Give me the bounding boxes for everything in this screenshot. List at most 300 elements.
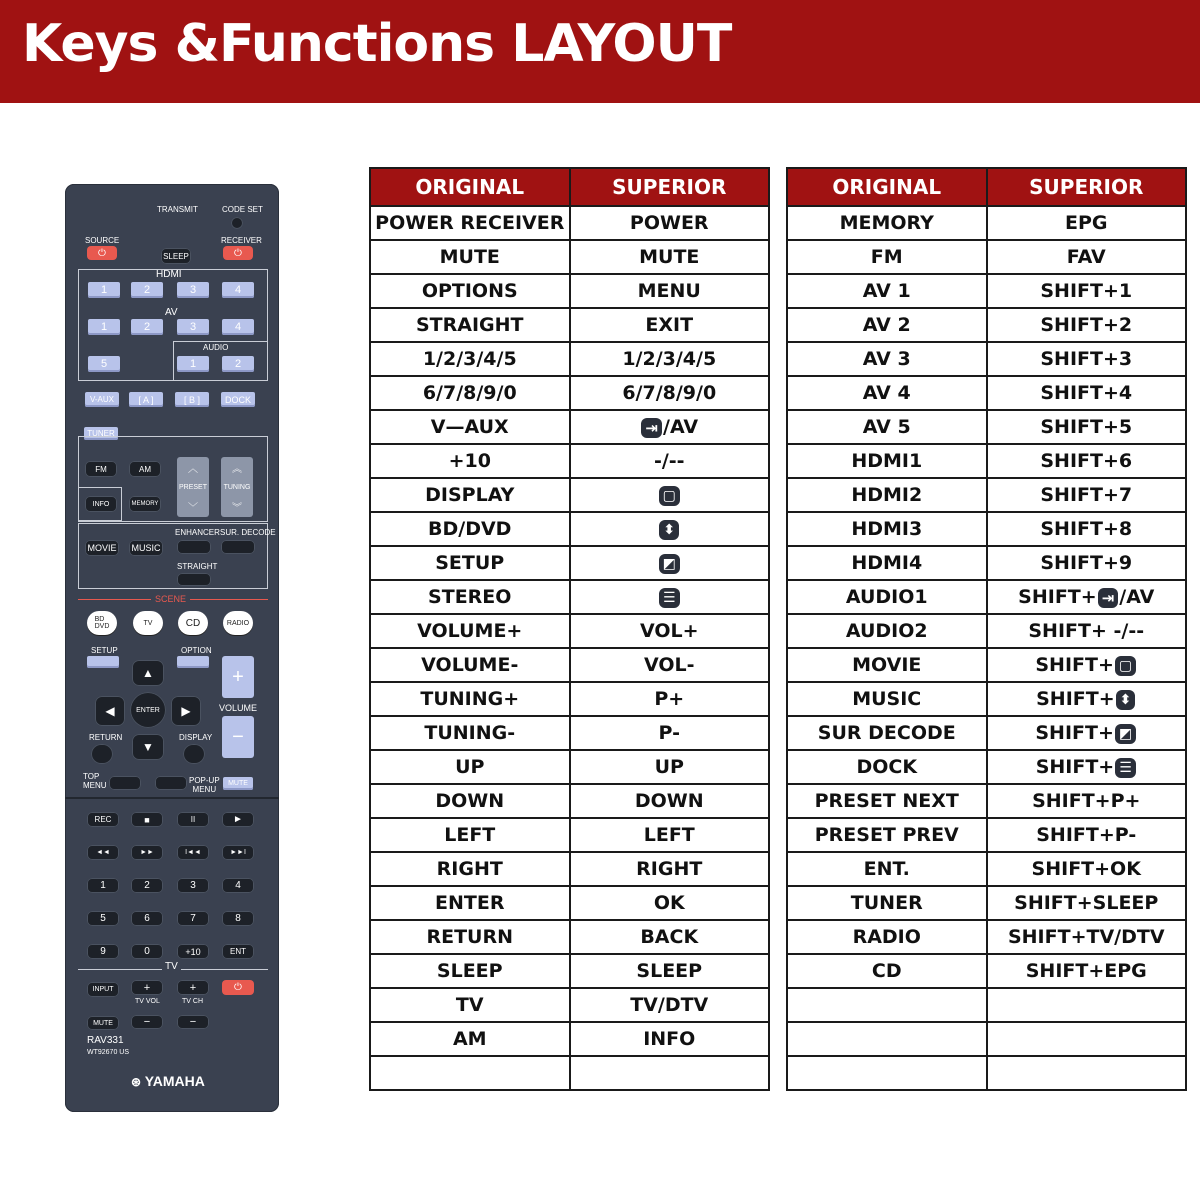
superior-key-cell: EXIT	[570, 308, 770, 342]
table-row	[787, 886, 1186, 920]
tv-input-button[interactable]: INPUT	[87, 982, 119, 997]
superior-key-cell	[570, 512, 770, 546]
original-key-cell: +10	[370, 444, 570, 478]
tv-label: TV	[162, 962, 181, 971]
table-row	[787, 988, 1186, 1022]
superior-key-cell	[987, 580, 1187, 614]
table-row	[787, 1056, 1186, 1090]
plus-10-button[interactable]: +10	[177, 944, 209, 959]
table-row	[787, 546, 1186, 580]
table-row	[370, 342, 769, 376]
num-0-button[interactable]: 0	[131, 944, 163, 959]
table-row	[370, 274, 769, 308]
straight-button[interactable]	[177, 573, 211, 586]
table-row	[370, 716, 769, 750]
b-button[interactable]: [ B ]	[175, 392, 209, 407]
original-key-cell: POWER RECEIVER	[370, 206, 570, 240]
fm-button[interactable]: FM	[85, 461, 117, 477]
list-icon: ☰	[659, 588, 680, 608]
superior-key-cell	[987, 1022, 1187, 1056]
top-menu-button[interactable]	[109, 776, 141, 790]
rewind-icon: ◄◄	[96, 849, 110, 856]
return-label: RETURN	[89, 733, 123, 742]
original-key-cell: OPTIONS	[370, 274, 570, 308]
pause-icon: II	[190, 815, 196, 824]
cell-text: /AV	[1119, 586, 1155, 608]
original-key-cell: RETURN	[370, 920, 570, 954]
superior-key-cell: P-	[570, 716, 770, 750]
superior-key-cell	[570, 546, 770, 580]
original-key-cell: AV 2	[787, 308, 987, 342]
list-icon: ☰	[1115, 758, 1136, 778]
original-key-cell: AV 3	[787, 342, 987, 376]
superior-key-cell: SHIFT+TV/DTV	[987, 920, 1187, 954]
original-key-cell: UP	[370, 750, 570, 784]
top-menu-label: TOP MENU	[83, 772, 107, 790]
tv-vol-label: TV VOL	[135, 998, 160, 1005]
aspect-icon: ⬍	[659, 520, 679, 540]
table-row	[370, 240, 769, 274]
up-arrow-button[interactable]	[132, 660, 164, 686]
triangle-right-icon: ▶	[181, 704, 191, 718]
play-icon: ►	[233, 814, 243, 825]
preset-label: PRESET	[178, 483, 207, 491]
original-key-cell: AV 1	[787, 274, 987, 308]
original-key-cell: AUDIO1	[787, 580, 987, 614]
table-row	[787, 240, 1186, 274]
hdmi-3-button[interactable]: 3	[177, 282, 209, 298]
play-button[interactable]	[222, 812, 254, 827]
down-arrow-button[interactable]	[132, 734, 164, 760]
tv-vol-down-button[interactable]: −	[131, 1015, 163, 1029]
tv-ch-up-button[interactable]: +	[177, 980, 209, 995]
superior-key-cell: OK	[570, 886, 770, 920]
original-key-cell: PRESET NEXT	[787, 784, 987, 818]
table-row	[370, 648, 769, 682]
table-row	[787, 342, 1186, 376]
scene-tv-button[interactable]: TV	[133, 611, 163, 635]
page-title: Keys &Functions LAYOUT	[22, 14, 732, 74]
superior-key-cell: SHIFT+P+	[987, 784, 1187, 818]
table-row	[787, 648, 1186, 682]
info-button[interactable]: INFO	[85, 496, 117, 512]
audio-1-button[interactable]: 1	[177, 356, 209, 372]
original-key-cell: STRAIGHT	[370, 308, 570, 342]
original-key-cell: SLEEP	[370, 954, 570, 988]
table-row	[787, 954, 1186, 988]
display-label: DISPLAY	[179, 733, 213, 742]
table-row	[370, 308, 769, 342]
superior-key-cell	[987, 988, 1187, 1022]
tuning-label: TUNING	[223, 483, 251, 491]
original-key-cell: TV	[370, 988, 570, 1022]
table-row	[370, 682, 769, 716]
input-icon: ⇥	[1098, 588, 1119, 608]
superior-key-cell: UP	[570, 750, 770, 784]
model-number: RAV331	[87, 1035, 124, 1046]
enter-button[interactable]: ENTER	[130, 692, 166, 728]
battery-cover-seam	[65, 797, 279, 799]
next-button[interactable]	[222, 845, 254, 860]
skip-back-icon: I◄◄	[185, 849, 201, 856]
mute-button[interactable]: MUTE	[223, 777, 253, 790]
original-key-cell: MUTE	[370, 240, 570, 274]
num-5-button[interactable]: 5	[87, 911, 119, 926]
original-key-cell: TUNER	[787, 886, 987, 920]
triangle-left-icon: ◀	[105, 704, 115, 718]
table-row	[787, 920, 1186, 954]
superior-key-cell: INFO	[570, 1022, 770, 1056]
cell-text: SHIFT+	[1035, 756, 1115, 778]
hdmi-2-button[interactable]: 2	[131, 282, 163, 298]
model-code: WT92670 US	[87, 1049, 130, 1056]
table-row	[370, 444, 769, 478]
original-key-cell: DOWN	[370, 784, 570, 818]
table-row	[787, 614, 1186, 648]
superior-key-cell: SHIFT+8	[987, 512, 1187, 546]
left-arrow-button[interactable]	[95, 696, 125, 726]
original-key-cell: CD	[787, 954, 987, 988]
previous-button[interactable]	[177, 845, 209, 860]
original-key-cell: RIGHT	[370, 852, 570, 886]
table-row	[787, 410, 1186, 444]
superior-key-cell: RIGHT	[570, 852, 770, 886]
original-key-cell: FM	[787, 240, 987, 274]
num-1-button[interactable]: 1	[87, 878, 119, 893]
original-key-cell: MOVIE	[787, 648, 987, 682]
scene-bd-dvd-button[interactable]: BD DVD	[87, 611, 117, 635]
right-arrow-button[interactable]	[171, 696, 201, 726]
num-7-button[interactable]: 7	[177, 911, 209, 926]
preset-rocker[interactable]	[177, 457, 209, 517]
sur-decode-button[interactable]	[221, 540, 255, 554]
table-row	[370, 988, 769, 1022]
original-key-cell: AUDIO2	[787, 614, 987, 648]
superior-key-cell: SHIFT+OK	[987, 852, 1187, 886]
scene-radio-button[interactable]: RADIO	[223, 611, 253, 635]
table-row	[370, 410, 769, 444]
superior-key-cell: BACK	[570, 920, 770, 954]
superior-key-cell	[987, 750, 1187, 784]
brand-logo: ⊛ YAMAHA	[131, 1073, 205, 1089]
table-row	[787, 750, 1186, 784]
table-row	[787, 512, 1186, 546]
source-power-button[interactable]	[87, 246, 117, 260]
input-icon: ⇥	[641, 418, 662, 438]
code-set-button[interactable]	[231, 217, 243, 229]
rewind-button[interactable]	[87, 845, 119, 860]
av-2-button[interactable]: 2	[131, 319, 163, 335]
superior-key-cell: P+	[570, 682, 770, 716]
table-row	[370, 546, 769, 580]
original-key-cell: DISPLAY	[370, 478, 570, 512]
original-key-cell	[787, 988, 987, 1022]
superior-key-cell: VOL-	[570, 648, 770, 682]
memory-button[interactable]: MEMORY	[129, 496, 161, 512]
superior-key-cell: 6/7/8/9/0	[570, 376, 770, 410]
table-row	[370, 920, 769, 954]
cell-text: SHIFT+	[1035, 722, 1114, 744]
original-key-cell: HDMI2	[787, 478, 987, 512]
option-label: OPTION	[181, 646, 212, 655]
original-key-cell: AV 4	[787, 376, 987, 410]
picture-icon: ◩	[659, 554, 680, 574]
superior-key-cell: MENU	[570, 274, 770, 308]
original-key-cell: MEMORY	[787, 206, 987, 240]
superior-key-cell: MUTE	[570, 240, 770, 274]
superior-key-cell	[987, 648, 1187, 682]
tuning-rocker[interactable]	[221, 457, 253, 517]
superior-key-cell: VOL+	[570, 614, 770, 648]
enhancer-button[interactable]	[177, 540, 211, 554]
table-row	[787, 716, 1186, 750]
original-key-cell: BD/DVD	[370, 512, 570, 546]
original-key-cell	[787, 1056, 987, 1090]
superior-key-cell: FAV	[987, 240, 1187, 274]
straight-label: STRAIGHT	[177, 562, 218, 571]
volume-label: VOLUME	[219, 703, 258, 713]
chevron-up-icon: ︿	[188, 464, 198, 475]
power-icon: ⏻	[98, 247, 106, 259]
superior-key-cell: SHIFT+P-	[987, 818, 1187, 852]
column-header-original: ORIGINAL	[787, 168, 987, 206]
av-1-button[interactable]: 1	[88, 319, 120, 335]
audio-2-button[interactable]: 2	[222, 356, 254, 372]
original-key-cell: SETUP	[370, 546, 570, 580]
table-row	[370, 852, 769, 886]
original-key-cell: DOCK	[787, 750, 987, 784]
original-key-cell	[370, 1056, 570, 1090]
num-9-button[interactable]: 9	[87, 944, 119, 959]
original-key-cell: VOLUME+	[370, 614, 570, 648]
double-chevron-up-icon: ︽	[232, 464, 242, 475]
superior-key-cell: SHIFT+SLEEP	[987, 886, 1187, 920]
display-icon: ▢	[1115, 656, 1136, 676]
table-row	[370, 886, 769, 920]
source-label: SOURCE	[85, 236, 120, 245]
receiver-label: RECEIVER	[221, 236, 262, 245]
original-key-cell: RADIO	[787, 920, 987, 954]
rec-button[interactable]: REC	[87, 812, 119, 827]
power-icon: ⏻	[234, 982, 242, 993]
superior-key-cell	[570, 410, 770, 444]
table-row	[787, 308, 1186, 342]
tv-vol-up-button[interactable]: +	[131, 980, 163, 995]
av-3-button[interactable]: 3	[177, 319, 209, 335]
original-key-cell: AV 5	[787, 410, 987, 444]
superior-key-cell: TV/DTV	[570, 988, 770, 1022]
superior-key-cell: SHIFT+6	[987, 444, 1187, 478]
setup-button[interactable]	[87, 656, 119, 668]
num-8-button[interactable]: 8	[222, 911, 254, 926]
display-button[interactable]	[183, 744, 205, 764]
original-key-cell	[787, 1022, 987, 1056]
remote-control	[65, 184, 279, 1112]
tv-ch-down-button[interactable]: −	[177, 1015, 209, 1029]
original-key-cell: AM	[370, 1022, 570, 1056]
superior-key-cell: SHIFT+4	[987, 376, 1187, 410]
enhancer-label: ENHANCER	[175, 528, 220, 537]
table-row	[370, 784, 769, 818]
power-icon: ⏻	[234, 247, 242, 259]
superior-key-cell: SHIFT+2	[987, 308, 1187, 342]
receiver-power-button[interactable]	[223, 246, 253, 260]
table-row	[787, 206, 1186, 240]
music-button[interactable]: MUSIC	[129, 540, 163, 556]
table-row	[370, 512, 769, 546]
pause-button[interactable]	[177, 812, 209, 827]
tv-ch-label: TV CH	[182, 998, 203, 1005]
superior-key-cell: SHIFT+9	[987, 546, 1187, 580]
v-aux-button[interactable]: V-AUX	[85, 392, 119, 407]
table-row	[370, 750, 769, 784]
popup-menu-button[interactable]	[155, 776, 187, 790]
original-key-cell: TUNING-	[370, 716, 570, 750]
cell-text: SHIFT+	[1036, 688, 1115, 710]
original-key-cell: VOLUME-	[370, 648, 570, 682]
sur-decode-label: SUR. DECODE	[220, 528, 276, 537]
yamaha-tuning-fork-icon: ⊛	[131, 1075, 142, 1089]
a-button[interactable]: [ A ]	[129, 392, 163, 407]
audio-label: AUDIO	[203, 343, 229, 352]
superior-key-cell: 1/2/3/4/5	[570, 342, 770, 376]
superior-key-cell	[987, 1056, 1187, 1090]
tuner-button[interactable]: TUNER	[84, 427, 118, 440]
triangle-down-icon: ▼	[142, 740, 154, 754]
table-row	[787, 784, 1186, 818]
original-key-cell: 6/7/8/9/0	[370, 376, 570, 410]
original-key-cell: HDMI4	[787, 546, 987, 580]
table-row	[370, 1022, 769, 1056]
superior-key-cell: POWER	[570, 206, 770, 240]
original-key-cell: SUR DECODE	[787, 716, 987, 750]
original-key-cell: TUNING+	[370, 682, 570, 716]
superior-key-cell	[570, 1056, 770, 1090]
movie-button[interactable]: MOVIE	[85, 540, 119, 556]
original-key-cell: STEREO	[370, 580, 570, 614]
table-row	[787, 580, 1186, 614]
superior-key-cell: SLEEP	[570, 954, 770, 988]
original-key-cell: LEFT	[370, 818, 570, 852]
table-row	[370, 206, 769, 240]
table-row	[787, 376, 1186, 410]
cell-text: SHIFT+	[1035, 654, 1114, 676]
original-key-cell: HDMI1	[787, 444, 987, 478]
table-row	[370, 376, 769, 410]
volume-up-button[interactable]: +	[222, 656, 254, 698]
num-3-button[interactable]: 3	[177, 878, 209, 893]
table-row	[787, 444, 1186, 478]
column-header-original: ORIGINAL	[370, 168, 570, 206]
superior-key-cell	[570, 478, 770, 512]
superior-key-cell: SHIFT+5	[987, 410, 1187, 444]
popup-menu-label: POP-UP MENU	[189, 776, 220, 794]
table-row	[787, 818, 1186, 852]
original-key-cell: ENT.	[787, 852, 987, 886]
superior-key-cell: SHIFT+ -/--	[987, 614, 1187, 648]
fast-forward-button[interactable]	[131, 845, 163, 860]
superior-key-cell: SHIFT+EPG	[987, 954, 1187, 988]
table-row	[370, 614, 769, 648]
mapping-table-left	[369, 167, 770, 1091]
title-banner	[0, 0, 1200, 103]
picture-icon: ◩	[1115, 724, 1136, 744]
original-key-cell: MUSIC	[787, 682, 987, 716]
tv-mute-button[interactable]: MUTE	[87, 1016, 119, 1030]
superior-key-cell	[570, 580, 770, 614]
dock-button[interactable]: DOCK	[221, 392, 255, 407]
scene-cd-button[interactable]: CD	[178, 611, 208, 635]
superior-key-cell: SHIFT+3	[987, 342, 1187, 376]
cell-text: SHIFT+	[1018, 586, 1097, 608]
av-5-button[interactable]: 5	[88, 356, 120, 372]
table-row	[370, 954, 769, 988]
mapping-table-right	[786, 167, 1187, 1091]
transmit-label: TRANSMIT	[157, 205, 198, 214]
setup-label: SETUP	[91, 646, 118, 655]
num-4-button[interactable]: 4	[222, 878, 254, 893]
scene-label: SCENE	[151, 595, 190, 604]
hdmi-1-button[interactable]: 1	[88, 282, 120, 298]
superior-key-cell: EPG	[987, 206, 1187, 240]
num-6-button[interactable]: 6	[131, 911, 163, 926]
original-key-cell: ENTER	[370, 886, 570, 920]
superior-key-cell	[987, 682, 1187, 716]
cell-text: /AV	[663, 416, 699, 438]
table-row	[787, 682, 1186, 716]
table-row	[370, 478, 769, 512]
superior-key-cell: DOWN	[570, 784, 770, 818]
column-header-superior: SUPERIOR	[987, 168, 1187, 206]
column-header-superior: SUPERIOR	[570, 168, 770, 206]
am-button[interactable]: AM	[129, 461, 161, 477]
table-row	[787, 852, 1186, 886]
option-button[interactable]	[177, 656, 209, 668]
table-row	[787, 478, 1186, 512]
superior-key-cell: LEFT	[570, 818, 770, 852]
return-button[interactable]	[91, 744, 113, 764]
aspect-icon: ⬍	[1116, 690, 1136, 710]
superior-key-cell	[987, 716, 1187, 750]
triangle-up-icon: ▲	[142, 666, 154, 680]
ent-button[interactable]: ENT	[222, 944, 254, 959]
tv-power-button[interactable]	[222, 980, 254, 995]
fast-forward-icon: ►►	[140, 849, 154, 856]
original-key-cell: PRESET PREV	[787, 818, 987, 852]
table-row	[370, 1056, 769, 1090]
original-key-cell: V—AUX	[370, 410, 570, 444]
av-4-button[interactable]: 4	[222, 319, 254, 335]
sleep-button[interactable]: SLEEP	[161, 248, 191, 264]
stop-button[interactable]	[131, 812, 163, 827]
code-set-label: CODE SET	[222, 205, 263, 214]
table-header-row	[370, 168, 769, 206]
num-2-button[interactable]: 2	[131, 878, 163, 893]
table-row	[370, 818, 769, 852]
superior-key-cell: -/--	[570, 444, 770, 478]
table-header-row	[787, 168, 1186, 206]
volume-down-button[interactable]: −	[222, 716, 254, 758]
double-chevron-down-icon: ︾	[232, 503, 242, 514]
hdmi-4-button[interactable]: 4	[222, 282, 254, 298]
superior-key-cell: SHIFT+7	[987, 478, 1187, 512]
table-row	[787, 274, 1186, 308]
av-label: AV	[165, 307, 178, 318]
display-icon: ▢	[659, 486, 680, 506]
skip-forward-icon: ►►I	[230, 849, 246, 856]
table-row	[787, 1022, 1186, 1056]
chevron-down-icon: ﹀	[188, 503, 198, 514]
